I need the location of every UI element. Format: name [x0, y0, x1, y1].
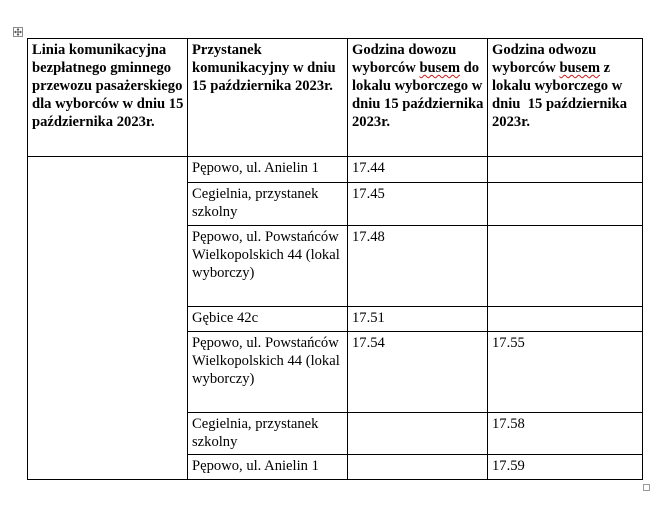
arrival-cell[interactable]: 17.51	[348, 307, 488, 332]
arrival-cell[interactable]: 17.48	[348, 226, 488, 307]
table-move-handle-icon[interactable]	[13, 27, 23, 37]
departure-cell[interactable]	[488, 226, 643, 307]
departure-cell[interactable]	[488, 183, 643, 226]
departure-cell[interactable]	[488, 307, 643, 332]
stop-cell[interactable]: Pępowo, ul. Anielin 1	[188, 157, 348, 183]
table-row	[28, 157, 643, 183]
header-row	[28, 39, 643, 157]
table-resize-handle-icon[interactable]	[643, 484, 650, 491]
stop-cell[interactable]: Pępowo, ul. Powstańców Wielkopolskich 44 (lokal wyborczy)	[188, 332, 348, 413]
header-departure-text-1: Godzina odwozu wyborców	[492, 42, 597, 76]
stop-cell[interactable]: Pępowo, ul. Powstańców Wielkopolskich 44 (lokal wyborczy)	[188, 226, 348, 307]
move-arrows-icon	[14, 28, 22, 36]
header-arrival-time[interactable]	[348, 39, 488, 157]
line-cell[interactable]	[28, 157, 188, 480]
header-arrival-text-2: do lokalu wyborczego w dniu 15 października 2023r.	[352, 60, 484, 130]
departure-cell[interactable]	[488, 157, 643, 183]
spellcheck-word[interactable]: busem	[559, 60, 600, 76]
header-arrival-text-1: Godzina dowozu wyborców	[352, 42, 457, 76]
bus-schedule-table	[27, 38, 643, 480]
departure-cell[interactable]: 17.58	[488, 413, 643, 455]
arrival-cell[interactable]: 17.54	[348, 332, 488, 413]
stop-cell[interactable]: Pępowo, ul. Anielin 1	[188, 455, 348, 480]
stop-cell[interactable]: Gębice 42c	[188, 307, 348, 332]
stop-cell[interactable]: Cegielnia, przystanek szkolny	[188, 183, 348, 226]
arrival-cell[interactable]: 17.44	[348, 157, 488, 183]
spellcheck-word[interactable]: busem	[419, 60, 460, 76]
header-line-text: Linia komunikacyjna bezpłatnego gminnego przewozu pasażerskiego dla wyborców w dniu 15 października 2023r.	[32, 42, 184, 130]
header-stop[interactable]	[188, 39, 348, 157]
header-line[interactable]	[28, 39, 188, 157]
arrival-cell[interactable]: 17.45	[348, 183, 488, 226]
stop-cell[interactable]: Cegielnia, przystanek szkolny	[188, 413, 348, 455]
arrival-cell[interactable]	[348, 413, 488, 455]
header-departure-text-2: z lokalu wyborczego w dniu 15 października 2023r.	[492, 60, 631, 130]
departure-cell[interactable]: 17.59	[488, 455, 643, 480]
arrival-cell[interactable]	[348, 455, 488, 480]
header-stop-text: Przystanek komunikacyjny w dniu 15 października 2023r.	[192, 42, 336, 94]
header-departure-time[interactable]	[488, 39, 643, 157]
departure-cell[interactable]: 17.55	[488, 332, 643, 413]
